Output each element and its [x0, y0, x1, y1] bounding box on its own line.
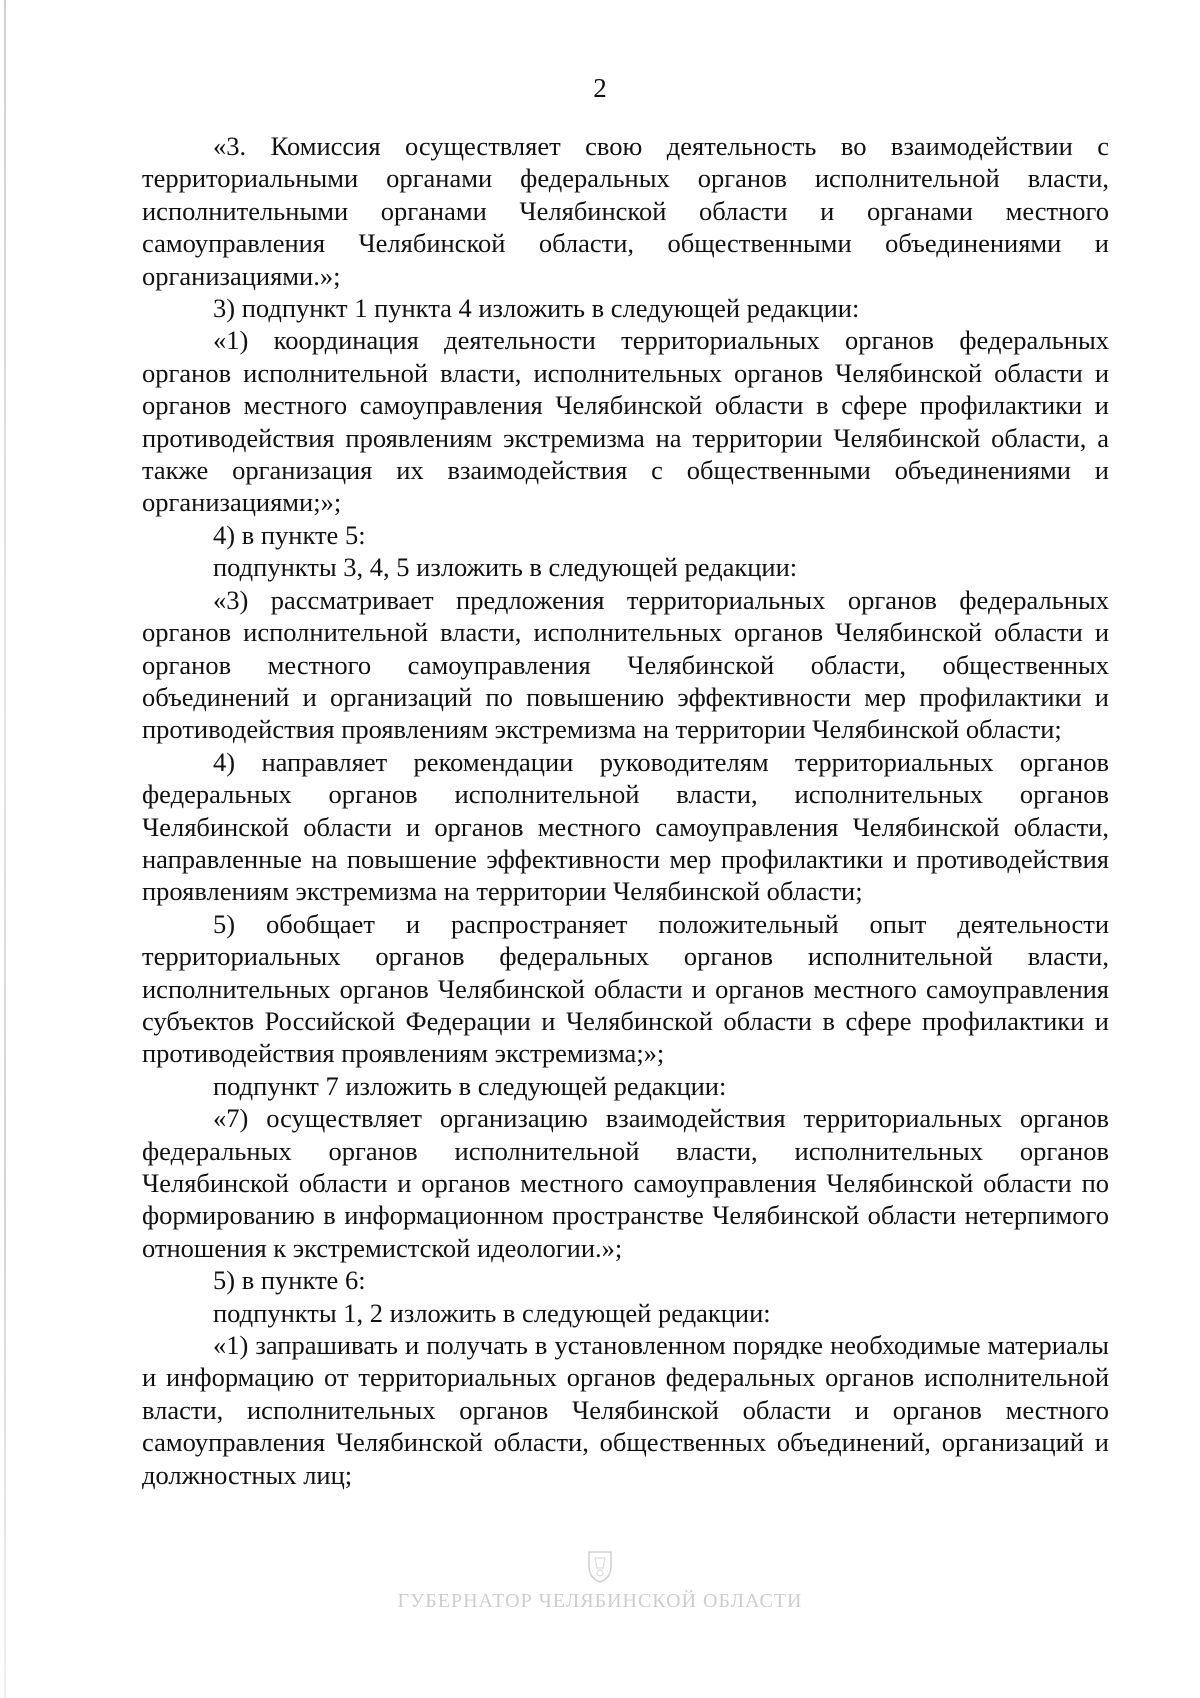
stamp-text: ГУБЕРНАТОР ЧЕЛЯБИНСКОЙ ОБЛАСТИ — [397, 1590, 803, 1612]
scan-edge-line — [4, 0, 6, 1698]
document-body — [142, 130, 1109, 1491]
paragraph: подпункты 3, 4, 5 изложить в следующей редакции: — [213, 552, 798, 583]
paragraph: 5) обобщает и распространяет положительный опыт деятельности территориальных органов федеральных органов исполнительной власти, исполнительных органов Челябинской области и органов местного самоуправления субъектов Российской Федерации и Челябинской области в сфере профилактики и противодействия проявлениям экстремизма;»; — [142, 908, 1109, 1069]
paragraph: «7) осуществляет организацию взаимодействия территориальных органов федеральных органов исполнительной власти, исполнительных органов Челябинской области и органов местного самоуправления Челябинской области по формированию в информационном пространстве Челябинской области нетерпимого отношения к экстремистской идеологии.»; — [142, 1103, 1109, 1263]
paragraph: 3) подпункт 1 пункта 4 изложить в следующей редакции: — [213, 293, 860, 324]
paragraph: подпункт 7 изложить в следующей редакции: — [213, 1070, 727, 1101]
paragraph: «3) рассматривает предложения территориальных органов федеральных органов исполнительной власти, исполнительных органов Челябинской области и органов местного самоуправления Челябинской области, общественных объединений и организаций по повышению эффективности мер профилактики и противодействия проявлениям экстремизма на территории Челябинской области; — [142, 584, 1109, 745]
paragraph: 4) направляет рекомендации руководителям территориальных органов федеральных органов исполнительной власти, исполнительных органов Челябинской области и органов местного самоуправления Челябинской области, направленные на повышение эффективности мер профилактики и противодействия проявлениям экстремизма на территории Челябинской области; — [142, 746, 1109, 907]
paragraph: «1) координация деятельности территориальных органов федеральных органов исполнительной власти, исполнительных органов Челябинской области и органов местного самоуправления Челябинской области в сфере профилактики и противодействия проявлениям экстремизма на территории Челябинской области, а также организация их взаимодействия с общественными объединениями и организациями;»; — [142, 325, 1109, 518]
paragraph: «1) запрашивать и получать в установленном порядке необходимые материалы и информацию от территориальных органов федеральных органов исполнительной власти, исполнительных органов Челябинской области и органов местного самоуправления Челябинской области, общественных объединений, организаций и должностных лиц; — [142, 1330, 1109, 1490]
paragraph: подпункты 1, 2 изложить в следующей редакции: — [213, 1297, 771, 1328]
paragraph: «3. Комиссия осуществляет свою деятельность во взаимодействии с территориальными органами федеральных органов исполнительной власти, исполнительными органами Челябинской области и органами местного самоуправления Челябинской области, общественными объединениями и организациями.»; — [142, 131, 1109, 291]
paragraph: 4) в пункте 5: — [213, 519, 366, 550]
page-number: 2 — [593, 73, 607, 103]
governor-stamp — [0, 1548, 1200, 1628]
paragraph: 5) в пункте 6: — [213, 1265, 366, 1296]
coat-of-arms-icon — [585, 1548, 615, 1584]
